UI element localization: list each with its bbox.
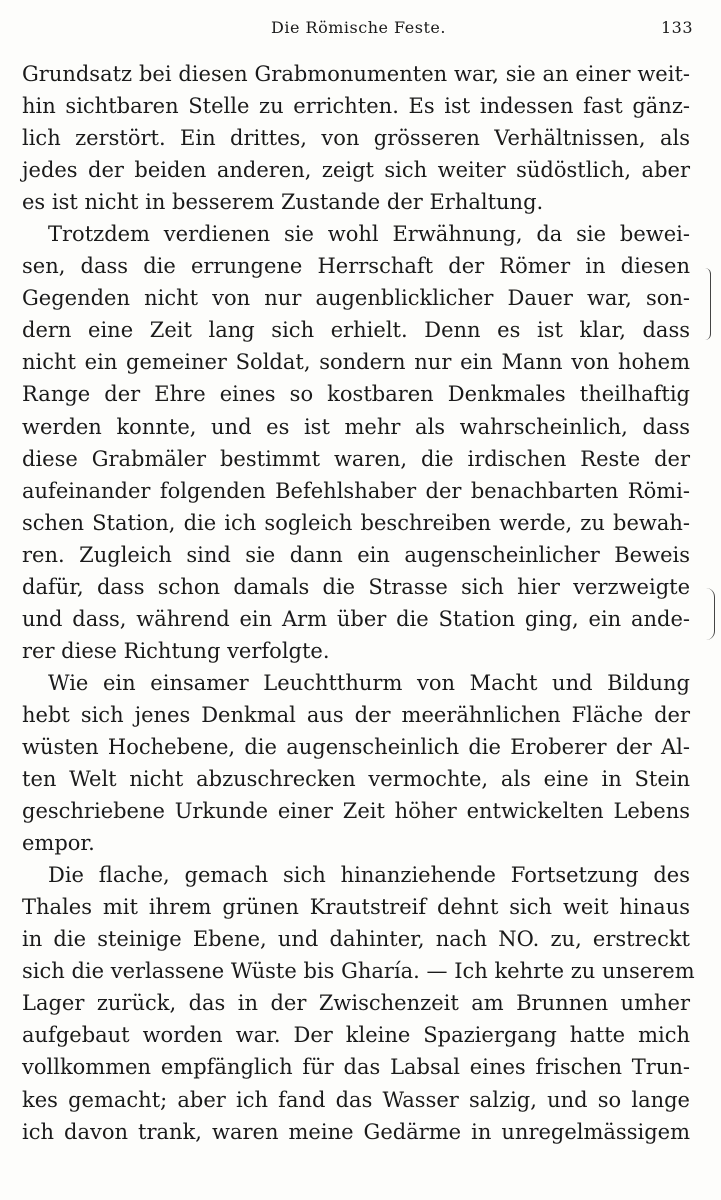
paragraph-start-line: Die flache, gemach sich hinanziehende Fortsetzung des	[48, 863, 690, 888]
text-line: Range der Ehre eines so kostbaren Denkmales theilhaftig	[22, 382, 690, 407]
text-line: hebt sich jenes Denkmal aus der meerähnlichen Fläche der	[22, 702, 690, 727]
text-line: Thales mit ihrem grünen Krautstreif dehnt sich weit hinaus	[22, 895, 690, 920]
running-title: Die Römische Feste.	[271, 18, 446, 37]
margin-pencil-mark	[706, 588, 715, 640]
text-line: diese Grabmäler bestimmt waren, die irdischen Reste der	[22, 446, 690, 471]
text-line: rer diese Richtung verfolgte.	[22, 638, 330, 663]
text-line: sen, dass die errungene Herrschaft der Römer in diesen	[22, 254, 690, 279]
text-line: hin sichtbaren Stelle zu errichten. Es ist indessen fast gänz-	[22, 94, 690, 119]
text-line: und dass, während ein Arm über die Station ging, ein ande-	[22, 606, 690, 631]
paragraph-start-line: Trotzdem verdienen sie wohl Erwähnung, da sie bewei-	[48, 222, 690, 247]
margin-pencil-mark	[704, 268, 711, 340]
text-line: lich zerstört. Ein drittes, von grösseren Verhältnissen, als	[22, 126, 690, 151]
text-line: geschriebene Urkunde einer Zeit höher entwickelten Lebens	[22, 799, 690, 824]
text-line: es ist nicht in besserem Zustande der Erhaltung.	[22, 190, 544, 215]
text-line: Grundsatz bei diesen Grabmonumenten war, sie an einer weit-	[22, 62, 690, 86]
paragraph-start-line: Wie ein einsamer Leuchtthurm von Macht und Bildung	[48, 670, 690, 695]
text-line: in die steinige Ebene, und dahinter, nach NO. zu, erstreckt	[22, 927, 690, 952]
body-text	[22, 58, 695, 1148]
text-line: kes gemacht; aber ich fand das Wasser salzig, und so lange	[22, 1087, 690, 1112]
text-line: dern eine Zeit lang sich erhielt. Denn es ist klar, dass	[22, 318, 690, 343]
text-line: dafür, dass schon damals die Strasse sich hier verzweigte	[22, 574, 690, 599]
text-line: Lager zurück, das in der Zwischenzeit am Brunnen umher	[22, 991, 690, 1016]
text-line: ten Welt nicht abzuschrecken vermochte, als eine in Stein	[22, 767, 690, 792]
text-line: ich davon trank, waren meine Gedärme in unregelmässigem	[22, 1119, 690, 1144]
text-line: ren. Zugleich sind sie dann ein augenscheinlicher Beweis	[22, 542, 690, 567]
text-line: schen Station, die ich sogleich beschreiben werde, zu bewah-	[22, 510, 690, 535]
text-line: aufeinander folgenden Befehlshaber der benachbarten Römi-	[22, 478, 690, 503]
text-line: empor.	[22, 831, 95, 856]
text-line: nicht ein gemeiner Soldat, sondern nur ein Mann von hohem	[22, 350, 690, 375]
page-number: 133	[660, 18, 693, 37]
text-line: aufgebaut worden war. Der kleine Spaziergang hatte mich	[22, 1023, 690, 1048]
text-line: jedes der beiden anderen, zeigt sich weiter südöstlich, aber	[22, 158, 690, 183]
text-line: vollkommen empfänglich für das Labsal eines frischen Trun-	[22, 1055, 690, 1080]
text-line: wüsten Hochebene, die augenscheinlich die Eroberer der Al-	[22, 734, 690, 759]
text-line: werden konnte, und es ist mehr als wahrscheinlich, dass	[22, 414, 690, 439]
text-line: Gegenden nicht von nur augenblicklicher Dauer war, son-	[22, 286, 690, 311]
text-line: sich die verlassene Wüste bis Gharía. — Ich kehrte zu unserem	[22, 959, 695, 984]
page-header	[24, 18, 693, 44]
